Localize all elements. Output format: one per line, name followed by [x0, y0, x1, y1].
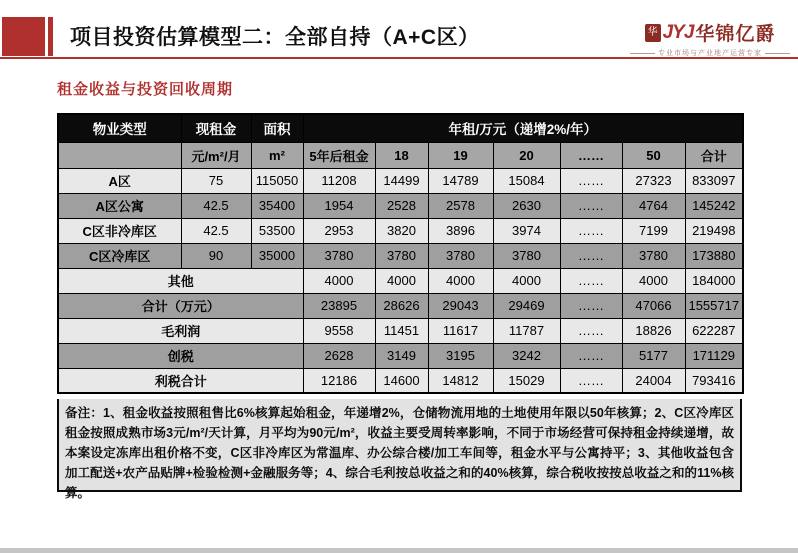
value-cell: ……: [560, 193, 622, 218]
value-cell: 833097: [685, 168, 743, 193]
value-cell: 793416: [685, 368, 743, 393]
table-row-gross-profit: [58, 318, 743, 343]
col-header-annual-rent-group: 年租/万元（递增2%/年）: [303, 114, 743, 142]
value-cell: 4000: [375, 268, 428, 293]
row-label: C区冷库区: [58, 243, 181, 268]
row-label: A区: [58, 168, 181, 193]
header-red-vbar: [48, 17, 53, 56]
value-cell: ……: [560, 368, 622, 393]
value-cell: ……: [560, 318, 622, 343]
value-cell: 27323: [622, 168, 685, 193]
table-row-zone-a-apartment: [58, 193, 743, 218]
value-cell: 15084: [493, 168, 560, 193]
value-cell: 12186: [303, 368, 375, 393]
value-cell: 2528: [375, 193, 428, 218]
value-cell: 2953: [303, 218, 375, 243]
value-cell: 3780: [375, 243, 428, 268]
subheader-total: 合计: [685, 142, 743, 168]
value-cell: 4000: [493, 268, 560, 293]
value-cell: 2630: [493, 193, 560, 218]
value-cell: 9558: [303, 318, 375, 343]
row-label: 创税: [58, 343, 303, 368]
value-cell: 3195: [428, 343, 493, 368]
value-cell: 3242: [493, 343, 560, 368]
value-cell: 11787: [493, 318, 560, 343]
subheader-year-19: 19: [428, 142, 493, 168]
area-cell: 53500: [251, 218, 303, 243]
col-header-property-type: 物业类型: [58, 114, 181, 142]
value-cell: ……: [560, 168, 622, 193]
value-cell: 4000: [428, 268, 493, 293]
subheader-empty: [58, 142, 181, 168]
footnotes: 备注：1、租金收益按照租售比6%核算起始租金，年递增2%，仓储物流用地的土地使用年限以50年核算；2、C区冷库区租金按照成熟市场3元/m²/天计算，月平均为90元/m²，收益主要受周转率影响，不同于市场经营可保持租金持续递增，故本案设定冻库出租价格不变，C区非冷库区为常温库、办公综合楼/加工车间等，租金水平与公寓持平；3、其他收益包含加工配送+农产品贴牌+检验检测+金融服务等；4、综合毛利按总收益之和的40%核算，综合税收按按总收益之和的11%核算。: [57, 399, 742, 492]
value-cell: 14600: [375, 368, 428, 393]
value-cell: 2628: [303, 343, 375, 368]
table-row-other: [58, 268, 743, 293]
company-logo: [630, 19, 790, 58]
rent-cell: 42.5: [181, 218, 251, 243]
value-cell: 145242: [685, 193, 743, 218]
rent-income-table: [57, 113, 744, 394]
value-cell: ……: [560, 268, 622, 293]
value-cell: 29043: [428, 293, 493, 318]
col-header-current-rent: 现租金: [181, 114, 251, 142]
subheader-year-50: 50: [622, 142, 685, 168]
value-cell: 219498: [685, 218, 743, 243]
subheader-year-20: 20: [493, 142, 560, 168]
value-cell: 171129: [685, 343, 743, 368]
logo-text-en: JYJ: [662, 21, 694, 43]
value-cell: 29469: [493, 293, 560, 318]
value-cell: 15029: [493, 368, 560, 393]
value-cell: 11208: [303, 168, 375, 193]
value-cell: 1555717: [685, 293, 743, 318]
logo-text-cn: 华锦亿爵: [695, 24, 776, 45]
tagline-line-right: [765, 53, 790, 54]
value-cell: 3974: [493, 218, 560, 243]
area-cell: 35400: [251, 193, 303, 218]
subheader-rent-after-5y: 5年后租金: [303, 142, 375, 168]
value-cell: 622287: [685, 318, 743, 343]
value-cell: 14499: [375, 168, 428, 193]
table-header-row-2: [58, 142, 743, 168]
row-label: 毛利润: [58, 318, 303, 343]
table-row-zone-c-noncold: [58, 218, 743, 243]
value-cell: 3149: [375, 343, 428, 368]
area-cell: 35000: [251, 243, 303, 268]
value-cell: 14812: [428, 368, 493, 393]
rent-cell: 42.5: [181, 193, 251, 218]
logo-tagline-text: 专业市场与产业地产运营专家: [658, 50, 762, 57]
header-red-block: [2, 17, 45, 56]
table-row-total: [58, 293, 743, 318]
row-label: A区公寓: [58, 193, 181, 218]
value-cell: ……: [560, 243, 622, 268]
value-cell: 18826: [622, 318, 685, 343]
value-cell: ……: [560, 343, 622, 368]
value-cell: 28626: [375, 293, 428, 318]
table-row-profit-tax-total: [58, 368, 743, 393]
value-cell: 4764: [622, 193, 685, 218]
value-cell: ……: [560, 218, 622, 243]
value-cell: 1954: [303, 193, 375, 218]
header-divider-line: [0, 57, 798, 59]
table-row-tax: [58, 343, 743, 368]
row-label: 其他: [58, 268, 303, 293]
table-header-row-1: [58, 114, 743, 142]
col-header-area: 面积: [251, 114, 303, 142]
value-cell: ……: [560, 293, 622, 318]
value-cell: 14789: [428, 168, 493, 193]
value-cell: 3780: [428, 243, 493, 268]
slide-bottom-strip: [0, 548, 798, 553]
tagline-line-left: [630, 53, 655, 54]
value-cell: 3896: [428, 218, 493, 243]
row-label: C区非冷库区: [58, 218, 181, 243]
row-label: 合计（万元）: [58, 293, 303, 318]
subheader-area-unit: m²: [251, 142, 303, 168]
value-cell: 3780: [493, 243, 560, 268]
area-cell: 115050: [251, 168, 303, 193]
subheader-rent-unit: 元/m²/月: [181, 142, 251, 168]
section-title: 租金收益与投资回收周期: [57, 81, 234, 98]
value-cell: 184000: [685, 268, 743, 293]
value-cell: 4000: [622, 268, 685, 293]
subheader-ellipsis: ……: [560, 142, 622, 168]
page-title: 项目投资估算模型二：全部自持（A+C区）: [70, 26, 480, 49]
value-cell: 5177: [622, 343, 685, 368]
value-cell: 3780: [622, 243, 685, 268]
row-label: 利税合计: [58, 368, 303, 393]
value-cell: 7199: [622, 218, 685, 243]
subheader-year-18: 18: [375, 142, 428, 168]
value-cell: 23895: [303, 293, 375, 318]
value-cell: 3820: [375, 218, 428, 243]
value-cell: 11617: [428, 318, 493, 343]
value-cell: 24004: [622, 368, 685, 393]
value-cell: 3780: [303, 243, 375, 268]
rent-cell: 75: [181, 168, 251, 193]
rent-cell: 90: [181, 243, 251, 268]
value-cell: 2578: [428, 193, 493, 218]
value-cell: 173880: [685, 243, 743, 268]
value-cell: 11451: [375, 318, 428, 343]
value-cell: 47066: [622, 293, 685, 318]
logo-seal-icon: 华: [645, 24, 661, 42]
table-row-zone-c-cold: [58, 243, 743, 268]
value-cell: 4000: [303, 268, 375, 293]
table-row-zone-a: [58, 168, 743, 193]
